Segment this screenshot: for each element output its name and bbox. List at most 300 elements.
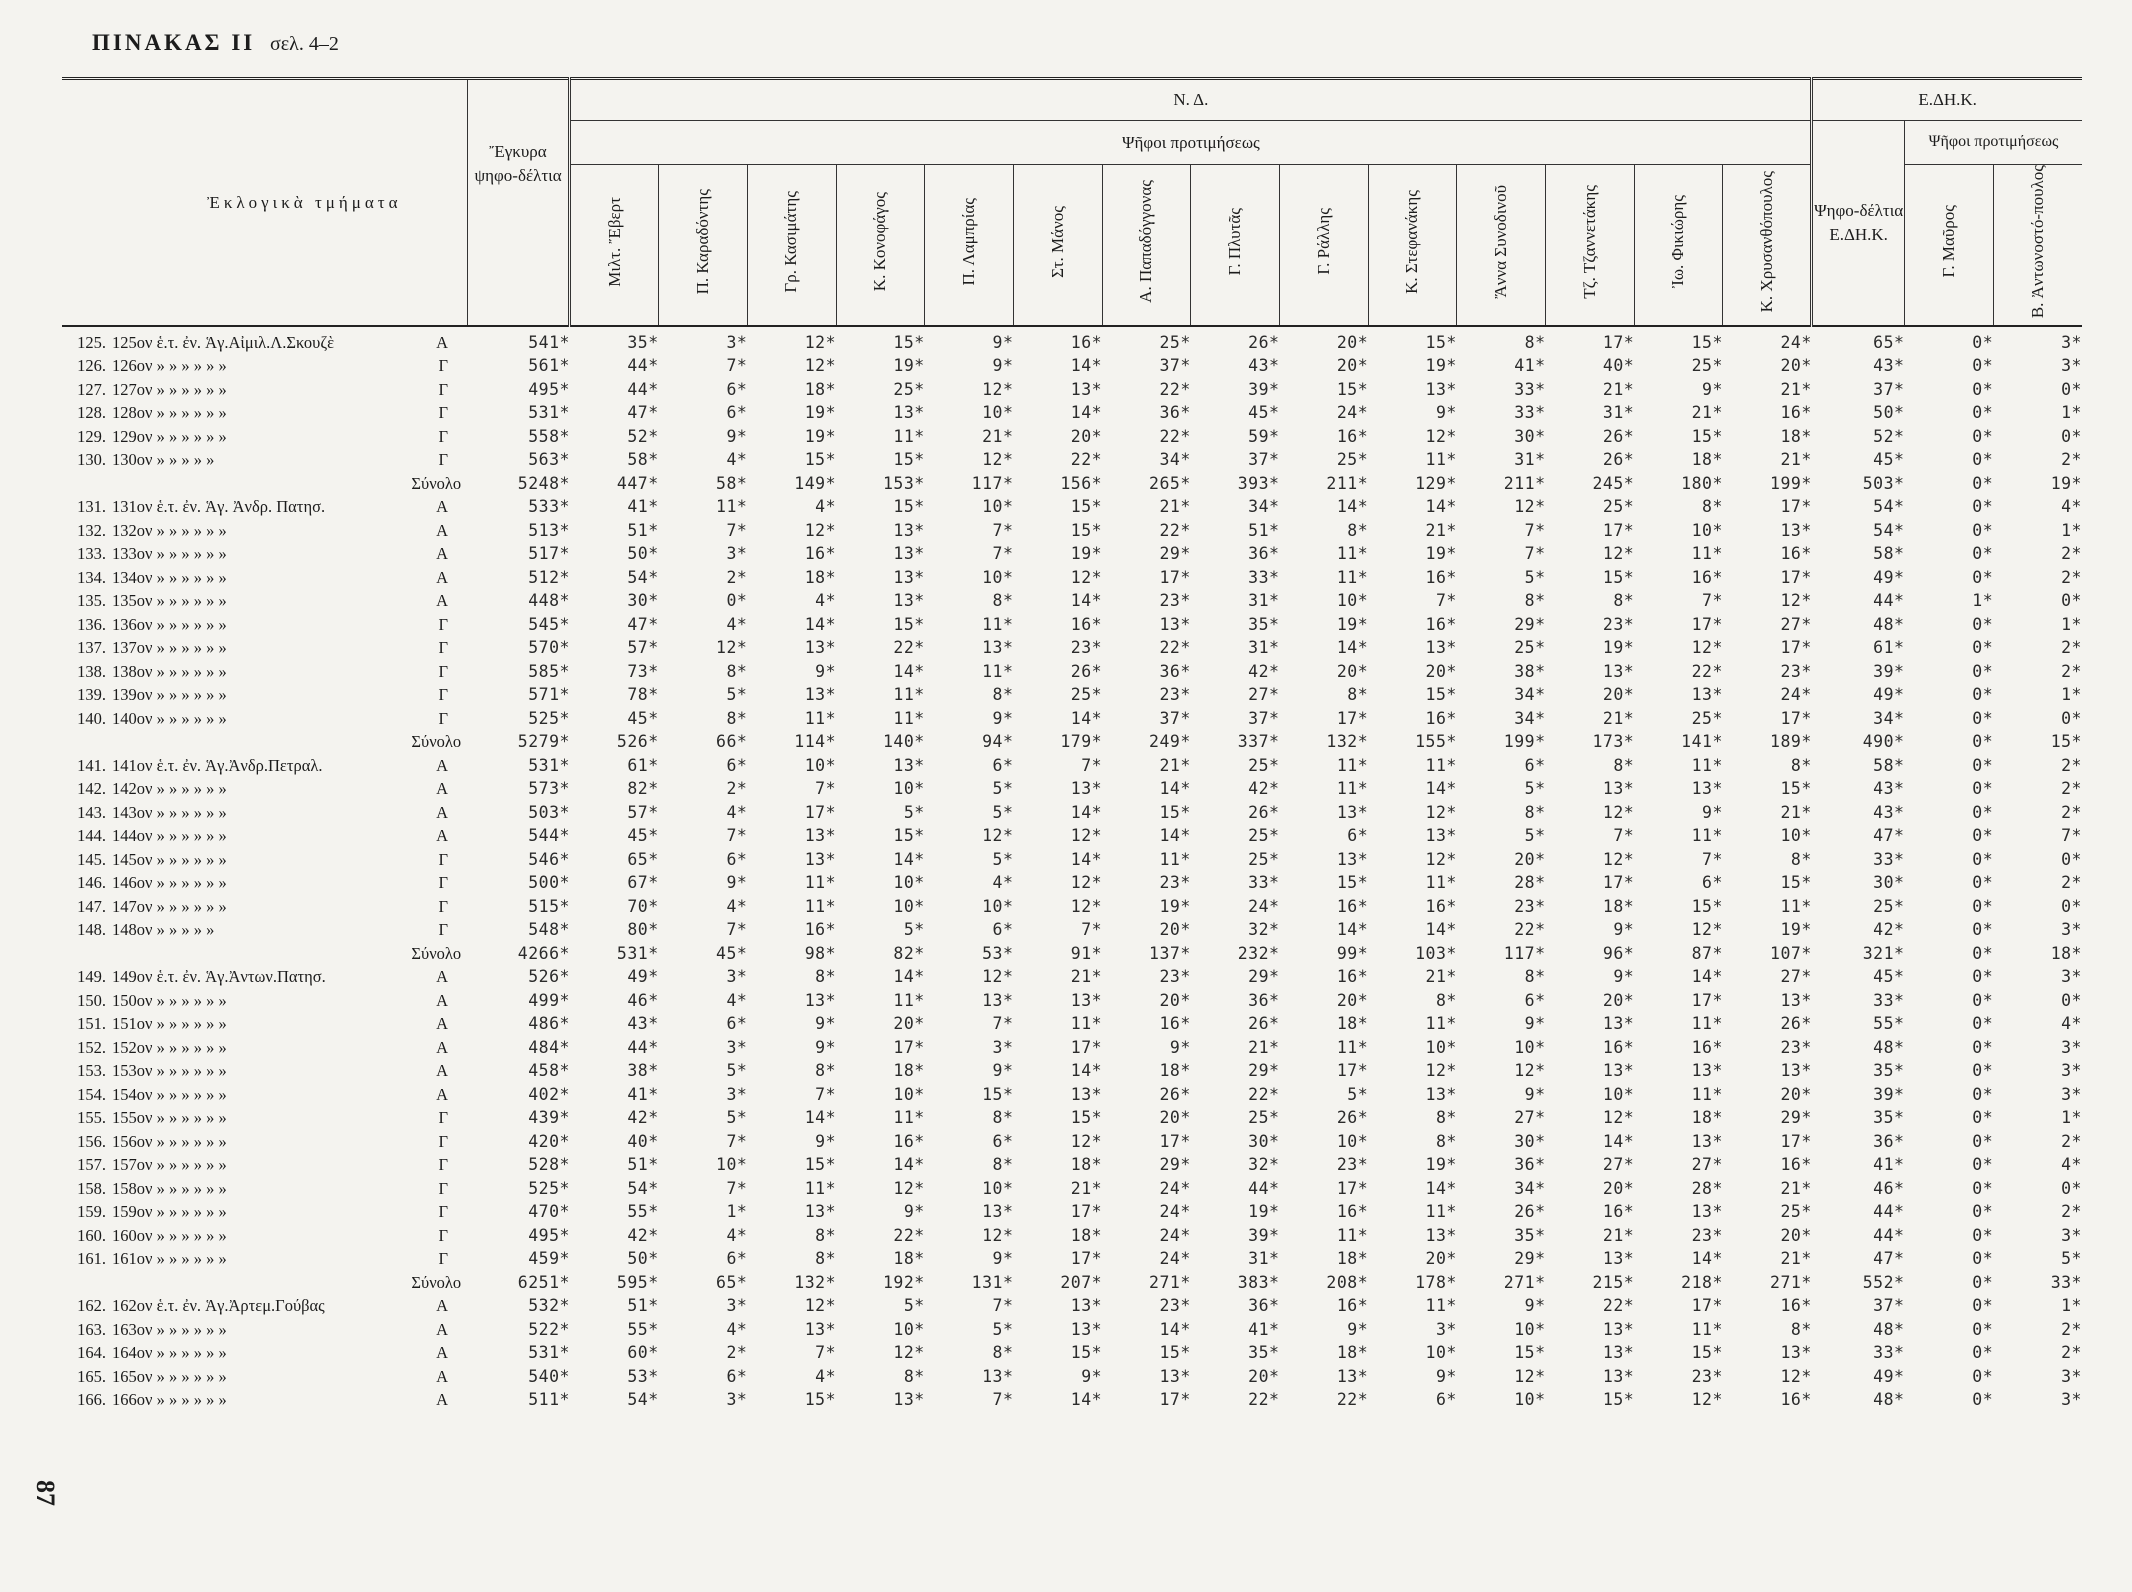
section-name: 158ον » » » » » » xyxy=(112,1178,227,1198)
cell-value: 13* xyxy=(1336,849,1369,869)
cell-value: 511* xyxy=(528,1390,570,1410)
cell-value: 14* xyxy=(1602,1131,1635,1151)
table-row xyxy=(62,1083,2082,1107)
section-letter: Γ xyxy=(438,920,448,940)
cell-value: 36* xyxy=(1248,544,1280,564)
candidate-name: Στ. Μάνος xyxy=(1047,205,1067,278)
cell-value: 28* xyxy=(1514,873,1546,893)
cell-value: 10* xyxy=(1780,826,1812,846)
header-psifoi-edik: Ψῆφοι προτιμήσεως xyxy=(1904,121,2082,165)
cell-value: 13* xyxy=(1780,520,1812,540)
cell-value: 35* xyxy=(1248,614,1280,634)
row-label: Σύνολο xyxy=(411,1272,462,1292)
row-number: 155. xyxy=(77,1108,106,1128)
cell-value: 383* xyxy=(1237,1272,1280,1292)
cell-value: 439* xyxy=(528,1108,570,1128)
cell-value: 180* xyxy=(1681,473,1723,493)
section-name: 157ον » » » » » » xyxy=(112,1155,227,1175)
cell-value: 25* xyxy=(1780,1202,1812,1222)
cell-value: 42* xyxy=(1248,779,1280,799)
cell-value: 53* xyxy=(982,943,1014,963)
cell-value: 61* xyxy=(627,755,659,775)
cell-value: 11* xyxy=(804,1178,837,1198)
cell-value: 19* xyxy=(1425,356,1457,376)
cell-value: 21* xyxy=(1780,450,1812,470)
row-label xyxy=(62,777,467,801)
cell-value: 6* xyxy=(1702,873,1723,893)
cell-value: 13* xyxy=(893,755,925,775)
cell-value: 13* xyxy=(804,685,837,705)
cell-value: 6* xyxy=(726,379,748,399)
cell-value: 141* xyxy=(1681,732,1723,752)
table-row xyxy=(62,589,2082,613)
cell-value: 8* xyxy=(1435,990,1457,1010)
header-tmimata: Ἐκλογικὰ τμήματα xyxy=(62,79,467,326)
cell-value: 0* xyxy=(1972,896,1994,916)
candidate-name: Γρ. Κασιμάτης xyxy=(781,190,801,293)
cell-value: 26* xyxy=(1602,450,1635,470)
cell-value: 2* xyxy=(2061,661,2082,681)
row-label: Σύνολο xyxy=(411,732,462,752)
cell-value: 16* xyxy=(1070,614,1103,634)
cell-value: 36* xyxy=(1159,661,1191,681)
cell-value: 23* xyxy=(1159,873,1191,893)
cell-value: 6* xyxy=(726,849,748,869)
candidate-name: Κ. Χρυσανθόπουλος xyxy=(1756,170,1776,313)
cell-value: 13* xyxy=(1602,1061,1635,1081)
row-label xyxy=(62,660,467,684)
cell-value: 12* xyxy=(893,1343,925,1363)
table-row xyxy=(62,1012,2082,1036)
cell-value: 13* xyxy=(1691,685,1723,705)
cell-value: 1* xyxy=(2061,403,2082,423)
cell-value: 33* xyxy=(1248,567,1280,587)
cell-value: 12* xyxy=(1780,1366,1812,1386)
cell-value: 23* xyxy=(1336,1155,1369,1175)
cell-value: 12* xyxy=(1780,591,1812,611)
cell-value: 13* xyxy=(804,638,837,658)
cell-value: 25* xyxy=(1602,497,1635,517)
row-label xyxy=(62,1365,467,1389)
cell-value: 13* xyxy=(1070,379,1103,399)
cell-value: 11* xyxy=(1425,873,1457,893)
cell-value: 12* xyxy=(1070,896,1103,916)
row-number: 135. xyxy=(77,591,106,611)
cell-value: 8* xyxy=(992,591,1014,611)
cell-value: 249* xyxy=(1149,732,1191,752)
cell-value: 45* xyxy=(1873,450,1905,470)
cell-value: 6* xyxy=(1347,826,1369,846)
cell-value: 13* xyxy=(982,638,1014,658)
section-letter: Α xyxy=(436,802,448,822)
section-letter: Γ xyxy=(438,1178,448,1198)
table-row xyxy=(62,519,2082,543)
cell-value: 0* xyxy=(1972,1014,1994,1034)
cell-value: 0* xyxy=(1972,1272,1994,1292)
cell-value: 10* xyxy=(893,779,925,799)
cell-value: 14* xyxy=(893,967,925,987)
cell-value: 20* xyxy=(1425,1249,1457,1269)
cell-value: 15* xyxy=(1336,379,1369,399)
cell-value: 36* xyxy=(1248,990,1280,1010)
cell-value: 12* xyxy=(982,379,1014,399)
cell-value: 23* xyxy=(1159,967,1191,987)
cell-value: 8* xyxy=(1524,332,1546,352)
cell-value: 3* xyxy=(2061,1366,2082,1386)
cell-value: 5* xyxy=(2061,1249,2082,1269)
cell-value: 218* xyxy=(1681,1272,1723,1292)
cell-value: 12* xyxy=(982,450,1014,470)
cell-value: 8* xyxy=(992,1155,1014,1175)
cell-value: 16* xyxy=(1336,967,1369,987)
cell-value: 57* xyxy=(627,802,659,822)
row-number: 152. xyxy=(77,1037,106,1057)
section-name: 139ον » » » » » » xyxy=(112,685,227,705)
cell-value: 11* xyxy=(1691,755,1723,775)
cell-value: 3* xyxy=(2061,1084,2082,1104)
cell-value: 0* xyxy=(1972,1366,1994,1386)
section-letter: Γ xyxy=(438,1131,448,1151)
section-letter: Γ xyxy=(438,356,448,376)
cell-value: 448* xyxy=(528,591,570,611)
cell-value: 0* xyxy=(1972,1343,1994,1363)
cell-value: 14* xyxy=(1336,638,1369,658)
cell-value: 571* xyxy=(528,685,570,705)
cell-value: 23* xyxy=(1514,896,1546,916)
table-row-total xyxy=(62,942,2082,966)
cell-value: 43* xyxy=(1873,356,1905,376)
cell-value: 8* xyxy=(1524,802,1546,822)
table-row xyxy=(62,1153,2082,1177)
cell-value: 9* xyxy=(903,1202,925,1222)
row-number: 127. xyxy=(77,379,106,399)
cell-value: 15* xyxy=(982,1084,1014,1104)
cell-value: 9* xyxy=(992,1249,1014,1269)
cell-value: 17* xyxy=(1602,873,1635,893)
cell-value: 7* xyxy=(1702,849,1723,869)
section-letter: Γ xyxy=(438,638,448,658)
page-number: 87 xyxy=(31,1480,60,1506)
header-candidate-nd xyxy=(925,165,1014,326)
cell-value: 12* xyxy=(1691,920,1723,940)
table-row xyxy=(62,1059,2082,1083)
cell-value: 8* xyxy=(1613,591,1635,611)
cell-value: 18* xyxy=(1780,426,1812,446)
cell-value: 24* xyxy=(1248,896,1280,916)
cell-value: 13* xyxy=(804,1202,837,1222)
cell-value: 7* xyxy=(992,1296,1014,1316)
table-row xyxy=(62,1388,2082,1412)
cell-value: 21* xyxy=(1602,1225,1635,1245)
cell-value: 532* xyxy=(528,1296,570,1316)
cell-value: 8* xyxy=(1435,1108,1457,1128)
cell-value: 8* xyxy=(815,1249,837,1269)
cell-value: 17* xyxy=(1070,1037,1103,1057)
cell-value: 15* xyxy=(1070,1343,1103,1363)
cell-value: 192* xyxy=(882,1272,925,1292)
cell-value: 13* xyxy=(804,990,837,1010)
cell-value: 7* xyxy=(992,544,1014,564)
cell-value: 0* xyxy=(1972,544,1994,564)
cell-value: 17* xyxy=(1336,1061,1369,1081)
cell-value: 10* xyxy=(1425,1037,1457,1057)
cell-value: 8* xyxy=(815,1061,837,1081)
cell-value: 33* xyxy=(1873,1343,1905,1363)
section-letter: Α xyxy=(436,332,448,352)
section-letter: Α xyxy=(436,591,448,611)
cell-value: 16* xyxy=(1336,896,1369,916)
table-row xyxy=(62,354,2082,378)
section-name: 137ον » » » » » » xyxy=(112,638,227,658)
cell-value: 3* xyxy=(726,1084,748,1104)
cell-value: 17* xyxy=(1070,1249,1103,1269)
cell-value: 0* xyxy=(1972,638,1994,658)
cell-value: 5* xyxy=(992,849,1014,869)
cell-value: 16* xyxy=(1780,544,1812,564)
cell-value: 50* xyxy=(627,544,659,564)
cell-value: 179* xyxy=(1060,732,1103,752)
cell-value: 531* xyxy=(528,755,570,775)
cell-value: 540* xyxy=(528,1366,570,1386)
cell-value: 6* xyxy=(726,1014,748,1034)
cell-value: 13* xyxy=(893,591,925,611)
cell-value: 11* xyxy=(716,497,748,517)
cell-value: 6* xyxy=(992,1131,1014,1151)
cell-value: 13* xyxy=(804,1319,837,1339)
cell-value: 21* xyxy=(982,426,1014,446)
table-row-total xyxy=(62,472,2082,496)
cell-value: 3* xyxy=(726,1037,748,1057)
cell-value: 215* xyxy=(1592,1272,1635,1292)
cell-value: 30* xyxy=(1873,873,1905,893)
cell-value: 16* xyxy=(1780,1155,1812,1175)
cell-value: 35* xyxy=(1248,1343,1280,1363)
cell-value: 48* xyxy=(1873,1390,1905,1410)
cell-value: 17* xyxy=(1780,638,1812,658)
cell-value: 12* xyxy=(804,356,837,376)
cell-value: 43* xyxy=(1873,802,1905,822)
cell-value: 14* xyxy=(1425,779,1457,799)
cell-value: 484* xyxy=(528,1037,570,1057)
cell-value: 37* xyxy=(1248,450,1280,470)
cell-value: 25* xyxy=(1248,1108,1280,1128)
cell-value: 22* xyxy=(1336,1390,1369,1410)
cell-value: 17* xyxy=(1159,1390,1191,1410)
cell-value: 35* xyxy=(627,332,659,352)
cell-value: 11* xyxy=(1336,544,1369,564)
section-letter: Γ xyxy=(438,614,448,634)
cell-value: 14* xyxy=(1159,826,1191,846)
cell-value: 27* xyxy=(1514,1108,1546,1128)
cell-value: 25* xyxy=(1514,638,1546,658)
cell-value: 15* xyxy=(1070,1108,1103,1128)
cell-value: 54* xyxy=(627,1178,659,1198)
cell-value: 33* xyxy=(1514,379,1546,399)
cell-value: 6* xyxy=(726,1249,748,1269)
table-row xyxy=(62,1318,2082,1342)
cell-value: 22* xyxy=(1159,379,1191,399)
cell-value: 16* xyxy=(1070,332,1103,352)
cell-value: 420* xyxy=(528,1131,570,1151)
table-row xyxy=(62,495,2082,519)
cell-value: 0* xyxy=(1972,1061,1994,1081)
cell-value: 6* xyxy=(726,1366,748,1386)
cell-value: 0* xyxy=(2061,379,2082,399)
cell-value: 65* xyxy=(716,1272,748,1292)
cell-value: 12* xyxy=(1425,802,1457,822)
cell-value: 17* xyxy=(1780,567,1812,587)
cell-value: 0* xyxy=(1972,755,1994,775)
cell-value: 0* xyxy=(1972,990,1994,1010)
cell-value: 20* xyxy=(1336,661,1369,681)
cell-value: 10* xyxy=(804,755,837,775)
cell-value: 0* xyxy=(1972,379,1994,399)
cell-value: 22* xyxy=(1248,1084,1280,1104)
row-number: 153. xyxy=(77,1061,106,1081)
cell-value: 12* xyxy=(1070,567,1103,587)
header-candidate-edik xyxy=(1993,165,2082,326)
table-row xyxy=(62,801,2082,825)
cell-value: 5* xyxy=(726,1108,748,1128)
cell-value: 0* xyxy=(1972,1131,1994,1151)
cell-value: 2* xyxy=(2061,544,2082,564)
cell-value: 37* xyxy=(1159,708,1191,728)
cell-value: 9* xyxy=(815,1131,837,1151)
cell-value: 12* xyxy=(1425,1061,1457,1081)
cell-value: 7* xyxy=(815,1084,837,1104)
cell-value: 35* xyxy=(1514,1225,1546,1245)
cell-value: 59* xyxy=(1248,426,1280,446)
section-letter: Γ xyxy=(438,1249,448,1269)
cell-value: 2* xyxy=(2061,873,2082,893)
section-name: 163ον » » » » » » xyxy=(112,1319,227,1339)
cell-value: 24* xyxy=(1780,685,1812,705)
cell-value: 15* xyxy=(1070,497,1103,517)
cell-value: 7* xyxy=(726,1178,748,1198)
cell-value: 552* xyxy=(1862,1272,1905,1292)
cell-value: 42* xyxy=(1248,661,1280,681)
cell-value: 23* xyxy=(1780,1037,1812,1057)
cell-value: 43* xyxy=(1873,779,1905,799)
cell-value: 15* xyxy=(1602,1390,1635,1410)
cell-value: 20* xyxy=(1425,661,1457,681)
cell-value: 45* xyxy=(716,943,748,963)
cell-value: 17* xyxy=(1602,520,1635,540)
row-label xyxy=(62,378,467,402)
header-candidate-nd xyxy=(1191,165,1280,326)
cell-value: 265* xyxy=(1149,473,1191,493)
cell-value: 132* xyxy=(1326,732,1369,752)
cell-value: 21* xyxy=(1425,967,1457,987)
section-letter: Α xyxy=(436,1296,448,1316)
cell-value: 18* xyxy=(1070,1225,1103,1245)
cell-value: 13* xyxy=(1602,779,1635,799)
cell-value: 15* xyxy=(1691,332,1723,352)
section-name: 143ον » » » » » » xyxy=(112,802,227,822)
cell-value: 9* xyxy=(1702,802,1723,822)
cell-value: 525* xyxy=(528,708,570,728)
cell-value: 5* xyxy=(1524,826,1546,846)
cell-value: 21* xyxy=(1248,1037,1280,1057)
cell-value: 48* xyxy=(1873,614,1905,634)
section-name: 148ον » » » » » xyxy=(112,920,215,940)
row-label xyxy=(62,1294,467,1318)
cell-value: 10* xyxy=(1336,1131,1369,1151)
cell-value: 25* xyxy=(1248,849,1280,869)
row-number: 161. xyxy=(77,1249,106,1269)
cell-value: 4* xyxy=(726,896,748,916)
row-label xyxy=(62,1106,467,1130)
cell-value: 11* xyxy=(893,990,925,1010)
cell-value: 17* xyxy=(1602,332,1635,352)
cell-value: 8* xyxy=(726,661,748,681)
cell-value: 4* xyxy=(815,497,837,517)
section-name: 135ον » » » » » » xyxy=(112,591,227,611)
cell-value: 0* xyxy=(1972,1202,1994,1222)
cell-value: 7* xyxy=(726,826,748,846)
cell-value: 42* xyxy=(627,1225,659,1245)
cell-value: 15* xyxy=(1425,685,1457,705)
cell-value: 53* xyxy=(627,1366,659,1386)
section-name: 141ον ἑ.τ. ἐν. Ἁγ.Ἀνδρ.Πετραλ. xyxy=(112,755,323,775)
cell-value: 21* xyxy=(1602,708,1635,728)
cell-value: 44* xyxy=(627,1037,659,1057)
cell-value: 57* xyxy=(627,638,659,658)
row-number: 130. xyxy=(77,450,106,470)
cell-value: 0* xyxy=(1972,403,1994,423)
cell-value: 3* xyxy=(726,332,748,352)
cell-value: 7* xyxy=(726,1131,748,1151)
cell-value: 23* xyxy=(1602,614,1635,634)
cell-value: 47* xyxy=(1873,1249,1905,1269)
row-label xyxy=(62,1153,467,1177)
cell-value: 3* xyxy=(2061,1225,2082,1245)
cell-value: 7* xyxy=(1435,591,1457,611)
cell-value: 16* xyxy=(1691,1037,1723,1057)
cell-value: 4* xyxy=(2061,1014,2082,1034)
cell-value: 3* xyxy=(726,1296,748,1316)
cell-value: 9* xyxy=(992,332,1014,352)
cell-value: 10* xyxy=(982,403,1014,423)
cell-value: 19* xyxy=(804,403,837,423)
cell-value: 16* xyxy=(1425,708,1457,728)
row-number: 129. xyxy=(77,426,106,446)
cell-value: 12* xyxy=(1514,1366,1546,1386)
cell-value: 11* xyxy=(1159,849,1191,869)
cell-value: 54* xyxy=(627,1390,659,1410)
cell-value: 232* xyxy=(1237,943,1280,963)
cell-value: 13* xyxy=(1691,1202,1723,1222)
table-row xyxy=(62,613,2082,637)
cell-value: 36* xyxy=(1159,403,1191,423)
cell-value: 10* xyxy=(893,896,925,916)
cell-value: 20* xyxy=(893,1014,925,1034)
cell-value: 15* xyxy=(804,1390,837,1410)
cell-value: 23* xyxy=(1780,661,1812,681)
row-label xyxy=(62,918,467,942)
section-name: 130ον » » » » » xyxy=(112,450,215,470)
cell-value: 15* xyxy=(1691,1343,1723,1363)
cell-value: 12* xyxy=(1070,826,1103,846)
section-letter: Γ xyxy=(438,1202,448,1222)
cell-value: 19* xyxy=(1070,544,1103,564)
cell-value: 36* xyxy=(1514,1155,1546,1175)
cell-value: 13* xyxy=(1691,779,1723,799)
row-label xyxy=(62,801,467,825)
cell-value: 8* xyxy=(1702,497,1723,517)
cell-value: 87* xyxy=(1691,943,1723,963)
cell-value: 22* xyxy=(1159,520,1191,540)
